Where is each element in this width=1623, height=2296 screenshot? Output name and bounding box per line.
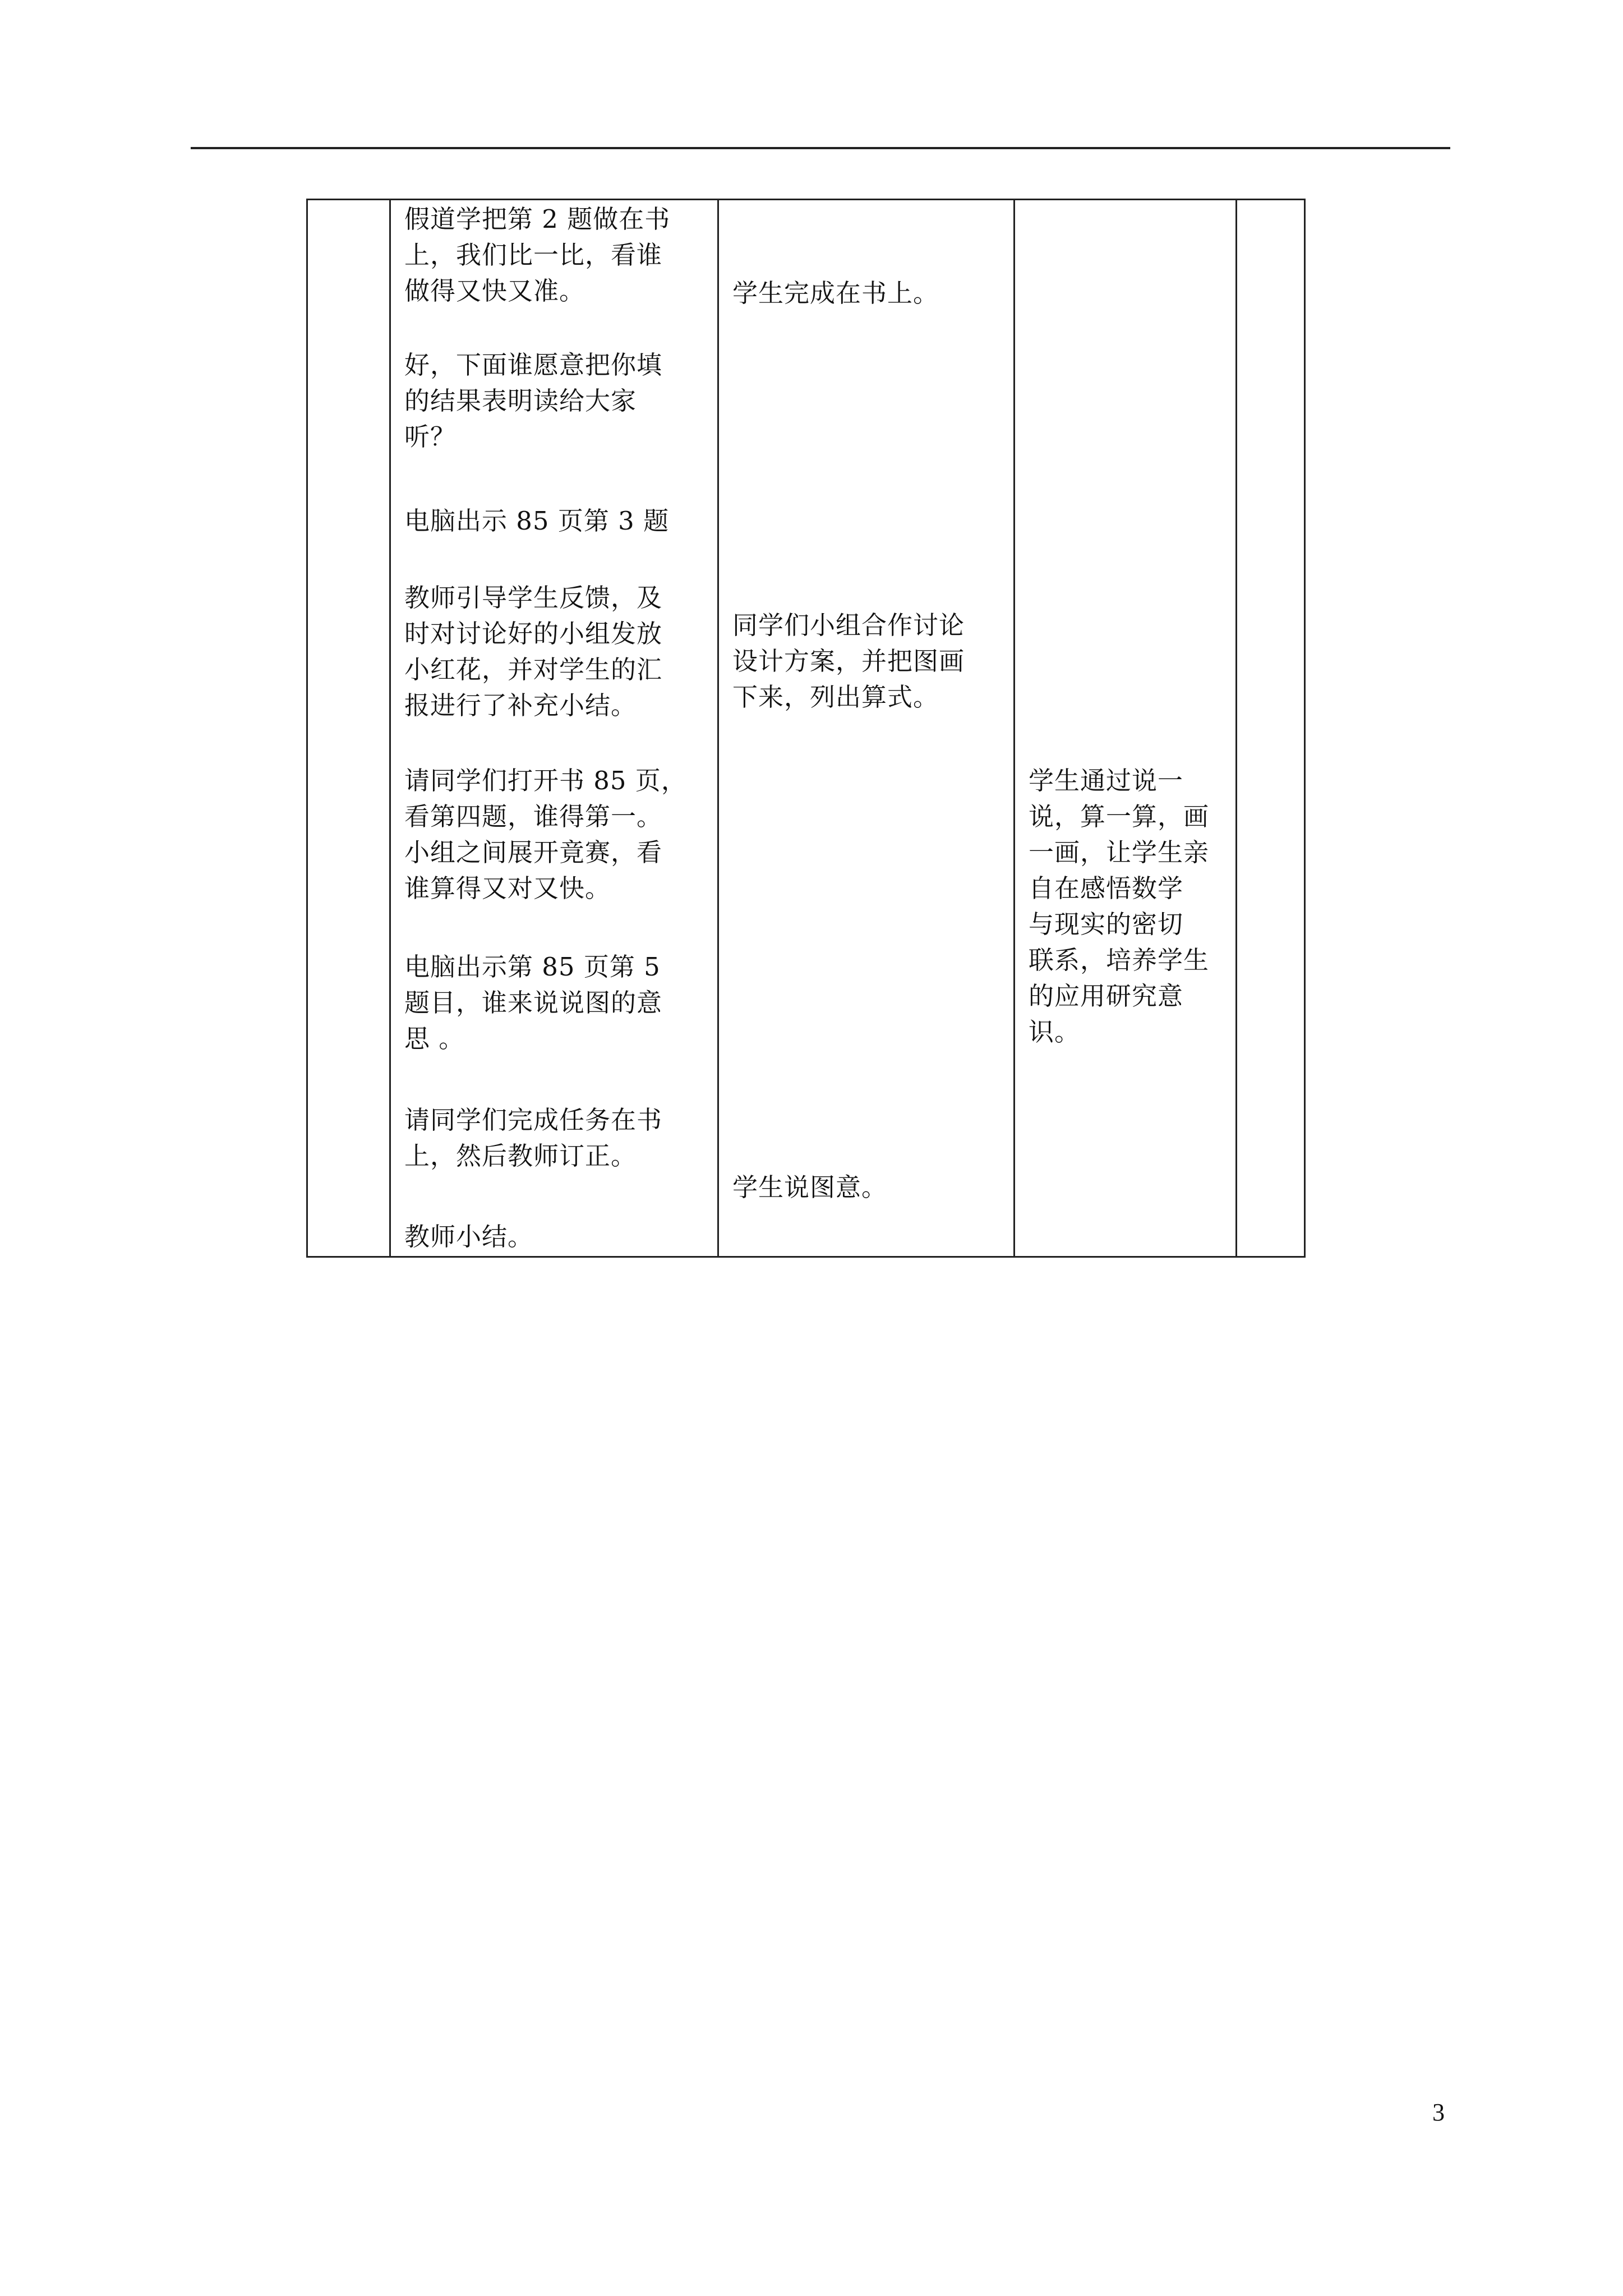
teacher-activity-6: 电脑出示第 85 页第 5 题目，谁来说说图的意 思 。 — [404, 952, 663, 1053]
notes-cell — [1237, 200, 1305, 1257]
design-intent-text: 学生通过说一 说，算一算，画 一画，让学生亲 自在感悟数学 与现实的密切 联系，培养学生 的应用研究意 识。 — [1029, 766, 1210, 1047]
teacher-activity-4: 教师引导学生反馈，及 时对讨论好的小组发放 小红花，并对学生的汇 报进行了补充小结。 — [404, 583, 663, 720]
lesson-plan-table — [306, 199, 1306, 1258]
student-activity-2: 同学们小组合作讨论 设计方案，并把图画 下来，列出算式。 — [732, 610, 965, 712]
stage-cell — [307, 200, 390, 1257]
page-number: 3 — [1432, 2099, 1445, 2126]
teacher-activity-8: 教师小结。 — [404, 1222, 534, 1251]
design-intent-cell — [1015, 200, 1237, 1257]
teacher-activity-1: 假道学把第 2 题做在书 上，我们比一比，看谁 做得又快又准。 — [404, 204, 671, 306]
student-activity-cell — [718, 200, 1015, 1257]
teacher-activity-cell — [390, 200, 718, 1257]
student-activity-1: 学生完成在书上。 — [732, 278, 939, 308]
teacher-activity-3: 电脑出示 85 页第 3 题 — [404, 506, 670, 536]
teacher-activity-5: 请同学们打开书 85 页， 看第四题，谁得第一。 小组之间展开竟赛，看 谁算得又对又快。 — [404, 766, 687, 903]
teacher-activity-7: 请同学们完成任务在书 上，然后教师订正。 — [404, 1105, 663, 1171]
header-rule — [191, 147, 1450, 149]
table-row — [307, 200, 1305, 1257]
student-activity-3: 学生说图意。 — [732, 1172, 888, 1202]
teacher-activity-2: 好，下面谁愿意把你填 的结果表明读给大家 听？ — [404, 350, 663, 452]
